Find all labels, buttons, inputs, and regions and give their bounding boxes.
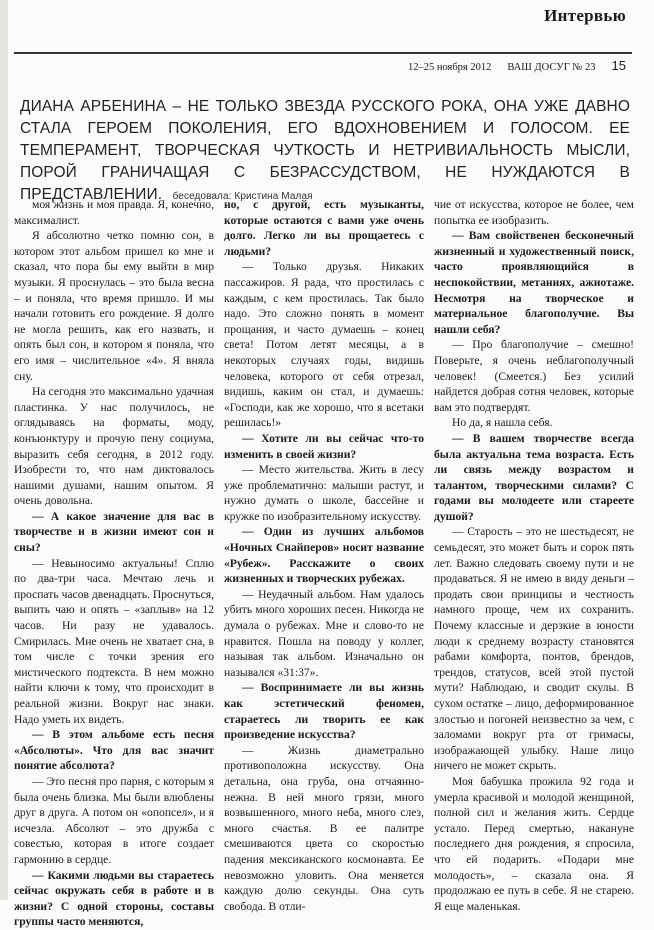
interview-question: — Воспринимаете ли вы жизнь как эстетический феномен, стараетесь ли творить ее как произведение искусства? [224,681,424,742]
author-credit: беседовала: Кристина Малая [172,191,313,202]
interview-answer: — Жизнь диаметрально противоположна искусству. Она детальна, она груба, она отчаянно-нежна. В ней много грязи, много возвышенного, много неба, много слез, много счастья. В ее палитре смешиваются цвета со скоростью падения мексиканского космонавта. Ее невозможно уловить. Она меняется каждую долю секунды. Она суть свобода. В отли- [224,743,424,913]
article-column-2 [224,197,424,913]
lead-paragraph [20,96,630,208]
interview-answer: — Про благополучие – смешно! Поверьте, я очень неблагополучный человек! (Смеется.) Без усилий найдется добрая сотня человек, которые вам это подтвердят. [434,338,634,414]
article-column-3 [434,197,634,913]
interview-question: — Один из лучших альбомов «Ночных Снайперов» носит название «Рубеж». Расскажите о своих жизненных и творческих рубежах. [224,525,424,586]
interview-question: — Вам свойственен бесконечный жизненный и художественный поиск, часто проявляющийся в неспокойствии, метаниях, ажиотаже. Несмотря на творческое и материальное благополучие. Вы нашли себя? [434,229,634,336]
lead-text: ДИАНА АРБЕНИНА – НЕ ТОЛЬКО ЗВЕЗДА РУССКОГО РОКА, ОНА УЖЕ ДАВНО СТАЛА ГЕРОЕМ ПОКОЛЕНИЯ, ЕГО ВДОХНОВЕНИЕМ И ГОЛОСОМ. ЕЕ ТЕМПЕРАМЕНТ, ТВОРЧЕСКАЯ ЧУТКОСТЬ И НЕТРИВИАЛЬНОСТЬ МЫСЛИ, ПОРОЙ ГРАНИЧАЩАЯ С БЕЗРАССУДСТВОМ, НЕ НУЖДАЮТСЯ В ПРЕДСТАВЛЕНИИ. [20,98,630,203]
interview-answer: — Неудачный альбом. Нам удалось убить много хороших песен. Никогда не думала о рубежах. Мне и слово-то не нравится. Пошла на поводу у коллег, называя так альбом. Изначально он назывался «31:37». [224,587,424,679]
interview-question: — В этом альбоме есть песня «Абсолюты». Что для вас значит понятие абсолюта? [14,728,214,773]
interview-question: — Хотите ли вы сейчас что-то изменить в своей жизни? [224,431,424,461]
interview-answer: чие от искусства, которое не более, чем попытка ее изобразить. [434,198,634,227]
interview-answer: — Только друзья. Никаких пассажиров. Я рада, что простилась с каждым, с кем простилась. Так было надо. Это сложно понять в момент прощания, и часто думаешь – конец света! Потом летят месяцы, а в некоторых случаях годы, видишь человека, которого от себя отрезал, видишь, каким он стал, и думаешь: «Господи, как же хорошо, что я всетаки решилась!» [224,260,424,430]
page-number: 15 [611,58,626,73]
page-margin-shadow [0,0,8,900]
interview-question: но, с другой, есть музыканты, которые остаются с вами уже очень долго. Легко ли вы прощаетесь с людьми? [224,198,424,258]
interview-answer: Но да, я нашла себя. [452,416,553,430]
interview-answer: — Это песня про парня, с которым я была очень близка. Мы были влюблены друг в друга. А потом он «опопсел», и я исчезла. Абсолют – это дружба с совестью, которая в итоге создает гармонию в сердце. [14,774,214,866]
article-body [14,197,634,929]
interview-answer: Моя бабушка прожила 92 года и умерла красивой и молодой женщиной, полной сил и желания жить. Сердце устало. Перед смертью, накануне последнего дня рождения, я спросила, что ей подарить. «Подари мне молодость», – сказала она. Я продолжаю ее путь в себе. Я не старею. Я еще маленькая. [434,774,634,913]
header-rule [14,52,632,54]
interview-answer: — Место жительства. Жить в лесу уже проблематично: малыши растут, и нужно думать о школе, бассейне и кружке по изобразительному искусству. [224,463,424,523]
section-title: Интервью [544,6,626,25]
interview-question: — В вашем творчестве всегда была актуальна тема возраста. Есть ли связь между возрастом и талантом, творческими силами? С годами вы молодеете или стареете душой? [434,431,634,523]
issue-date: 12–25 ноября 2012 [407,62,492,73]
interview-question: — А какое значение для вас в творчестве и в жизни имеют сон и сны? [14,509,214,555]
interview-answer: Я абсолютно четко помню сон, в котором этот альбом пришел ко мне и сказал, что пора бы ему выйти в мир музыки. Я проснулась – это была весна – и поняла, что время пришло. И мы начали готовить его рождение. Я долго не могла решить, как его назвать, и опять был сон, в котором я поняла, что его имя – числительное «4». Я вняла сну. [14,229,214,383]
interview-answer: — Невыносимо актуальны! Сплю по два-три часа. Мечтаю лечь и проспать часов двенадцать. Проснуться, выпить чаю и опять – «заплыв» на 12 часов. Ни разу не удавалось. Смирилась. Мне очень не хватает сна, в том числе с точки зрения его мистического подтекста. В нем можно найти ключи к тому, что происходит в реальной жизни. Вокруг нас знаки. Надо уметь их видеть. [14,556,214,726]
header-meta [408,58,626,73]
article-column-1 [14,197,214,929]
interview-answer: моя жизнь и моя правда. Я, конечно, максималист. [14,198,214,227]
interview-answer: На сегодня это максимально удачная пластинка. У нас получилось, не оглядываясь на форматы, моду, конъюнктуру и прочую пену социума, выразить себя сегодня, в 2012 году. Изобрести то, что нам диктовалось нашими душами, нашим опытом. Я очень довольна. [14,385,214,508]
interview-answer: — Старость – это не шестьдесят, не семьдесят, это может быть и сорок пять лет. Важно следовать своему пути и не продаваться. Я не имею в виду деньги – продать свои принципы и честность намного проще, чем их сохранить. Почему классные и дерзкие в юности люди к среднему возрасту становятся рабами комфорта, понтов, брендов, трендов, статусов, всей этой пустой мути? Наблюдаю, и сводит скулы. В сухом остатке – лицо, деформированное злостью и погоней неизвестно за чем, с заломами вокруг рта от гримасы, изображающей улыбку. Наше лицо ничего не может скрыть. [434,525,634,773]
interview-question: — Какими людьми вы стараетесь сейчас окружать себя в работе и в жизни? С одной стороны, составы группы часто меняются, [14,868,214,929]
issue-number: ВАШ ДОСУГ № 23 [507,62,596,73]
